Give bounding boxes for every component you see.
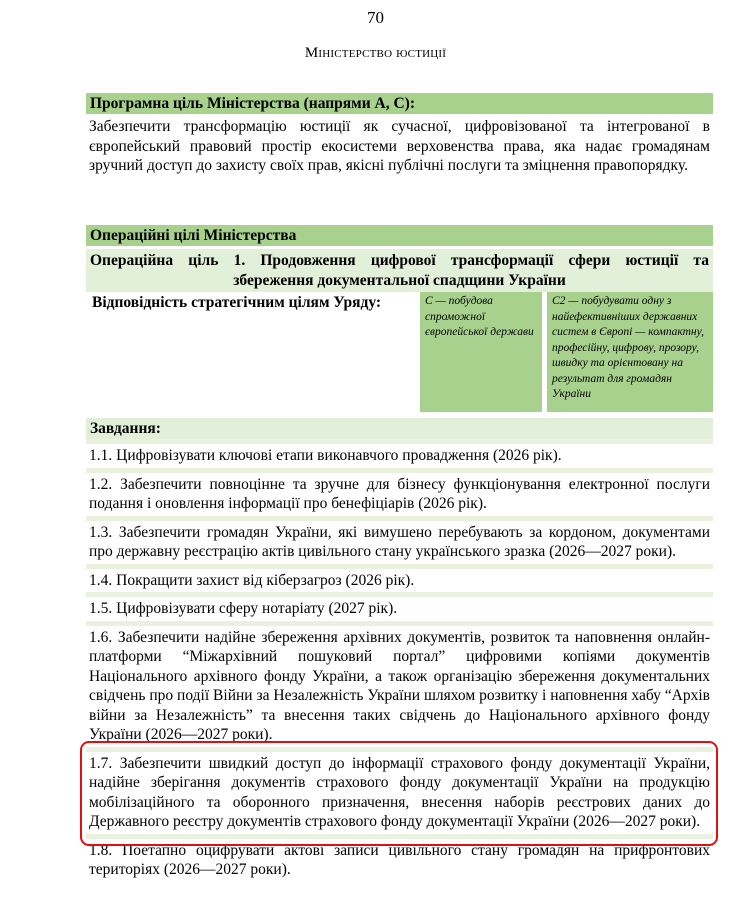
task-item: 1.3. Забезпечити громадян України, які вимушено перебувають за кордоном, документами про державну реєстрацію актів цивільного стану українського зразка (2026—2027 роки).	[86, 521, 713, 564]
strategic-goal-c2: C2 — побудувати одну з найефективніших державних систем в Європі — компактну, професійну, цифрову, прозору, швидку та орієнтовану на результат для громадян України	[547, 292, 713, 412]
alignment-label: Відповідність стратегічним цілям Уряду:	[92, 294, 382, 311]
task-item: 1.2. Забезпечити повноцінне та зручне для бізнесу функціонування електронної послуги подання і оновлення інформації про бенефіціарів (2026 рік).	[86, 473, 713, 516]
tasks-section	[86, 418, 713, 882]
program-goal-heading: Програмна ціль Міністерства (напрями A, C):	[86, 93, 713, 114]
task-item: 1.5. Цифровізувати сферу нотаріату (2027 рік).	[86, 597, 713, 621]
tasks-heading: Завдання:	[86, 418, 713, 439]
task-item: 1.4. Покращити захист від кіберзагроз (2026 рік).	[86, 569, 713, 593]
running-header: Міністерство юстиції	[304, 45, 447, 61]
operational-goal-1-line1: Операційна ціль 1. Продовження цифрової трансформації сфери юстиції та	[90, 252, 709, 269]
task-item: 1.1. Цифровізувати ключові етапи виконавчого провадження (2026 рік).	[86, 444, 713, 468]
page-number: 70	[367, 8, 384, 27]
program-goal-text: Забезпечити трансформацію юстиції як сучасної, цифровізованої та інтегрованої в європейський правовий простір екосистеми верховенства права, яка надає громадянам зручний доступ до захисту своїх прав, якісні публічні послуги та зміцнення правопорядку.	[89, 118, 710, 174]
operational-goal-1	[86, 249, 713, 292]
operational-goals-heading: Операційні цілі Міністерства	[86, 225, 713, 246]
government-goals-alignment	[86, 294, 713, 412]
task-item: 1.6. Забезпечити надійне збереження архівних документів, розвиток та наповнення онлайн-платформи “Міжархівний пошуковий портал” цифровими копіями документів Національного архівного фонду України, а також організацію збереження документальних свідчень про події Війни за Незалежність України шляхом розвитку і наповнення хабу “Архів війни за Незалежність” та внесення таких свідчень до Національного архівного фонду України (2026—2027 роки).	[86, 626, 713, 747]
operational-goal-1-line2: збереження документальної спадщини України	[233, 271, 566, 289]
task-item: 1.8. Поетапно оцифрувати актові записи цивільного стану громадян на прифронтових територіях (2026—2027 роки).	[86, 839, 713, 882]
task-item-highlighted: 1.7. Забезпечити швидкий доступ до інформації страхового фонду документації України, надійне зберігання документів страхового фонду документації України на продукцію мобілізаційного та оборонного призначення, внесення наборів реєстрових даних до Державного реєстру документів страхового фонду документації України (2026—2027 роки).	[86, 752, 713, 834]
strategic-goal-c: C — побудова спроможної європейської держави	[420, 292, 542, 412]
